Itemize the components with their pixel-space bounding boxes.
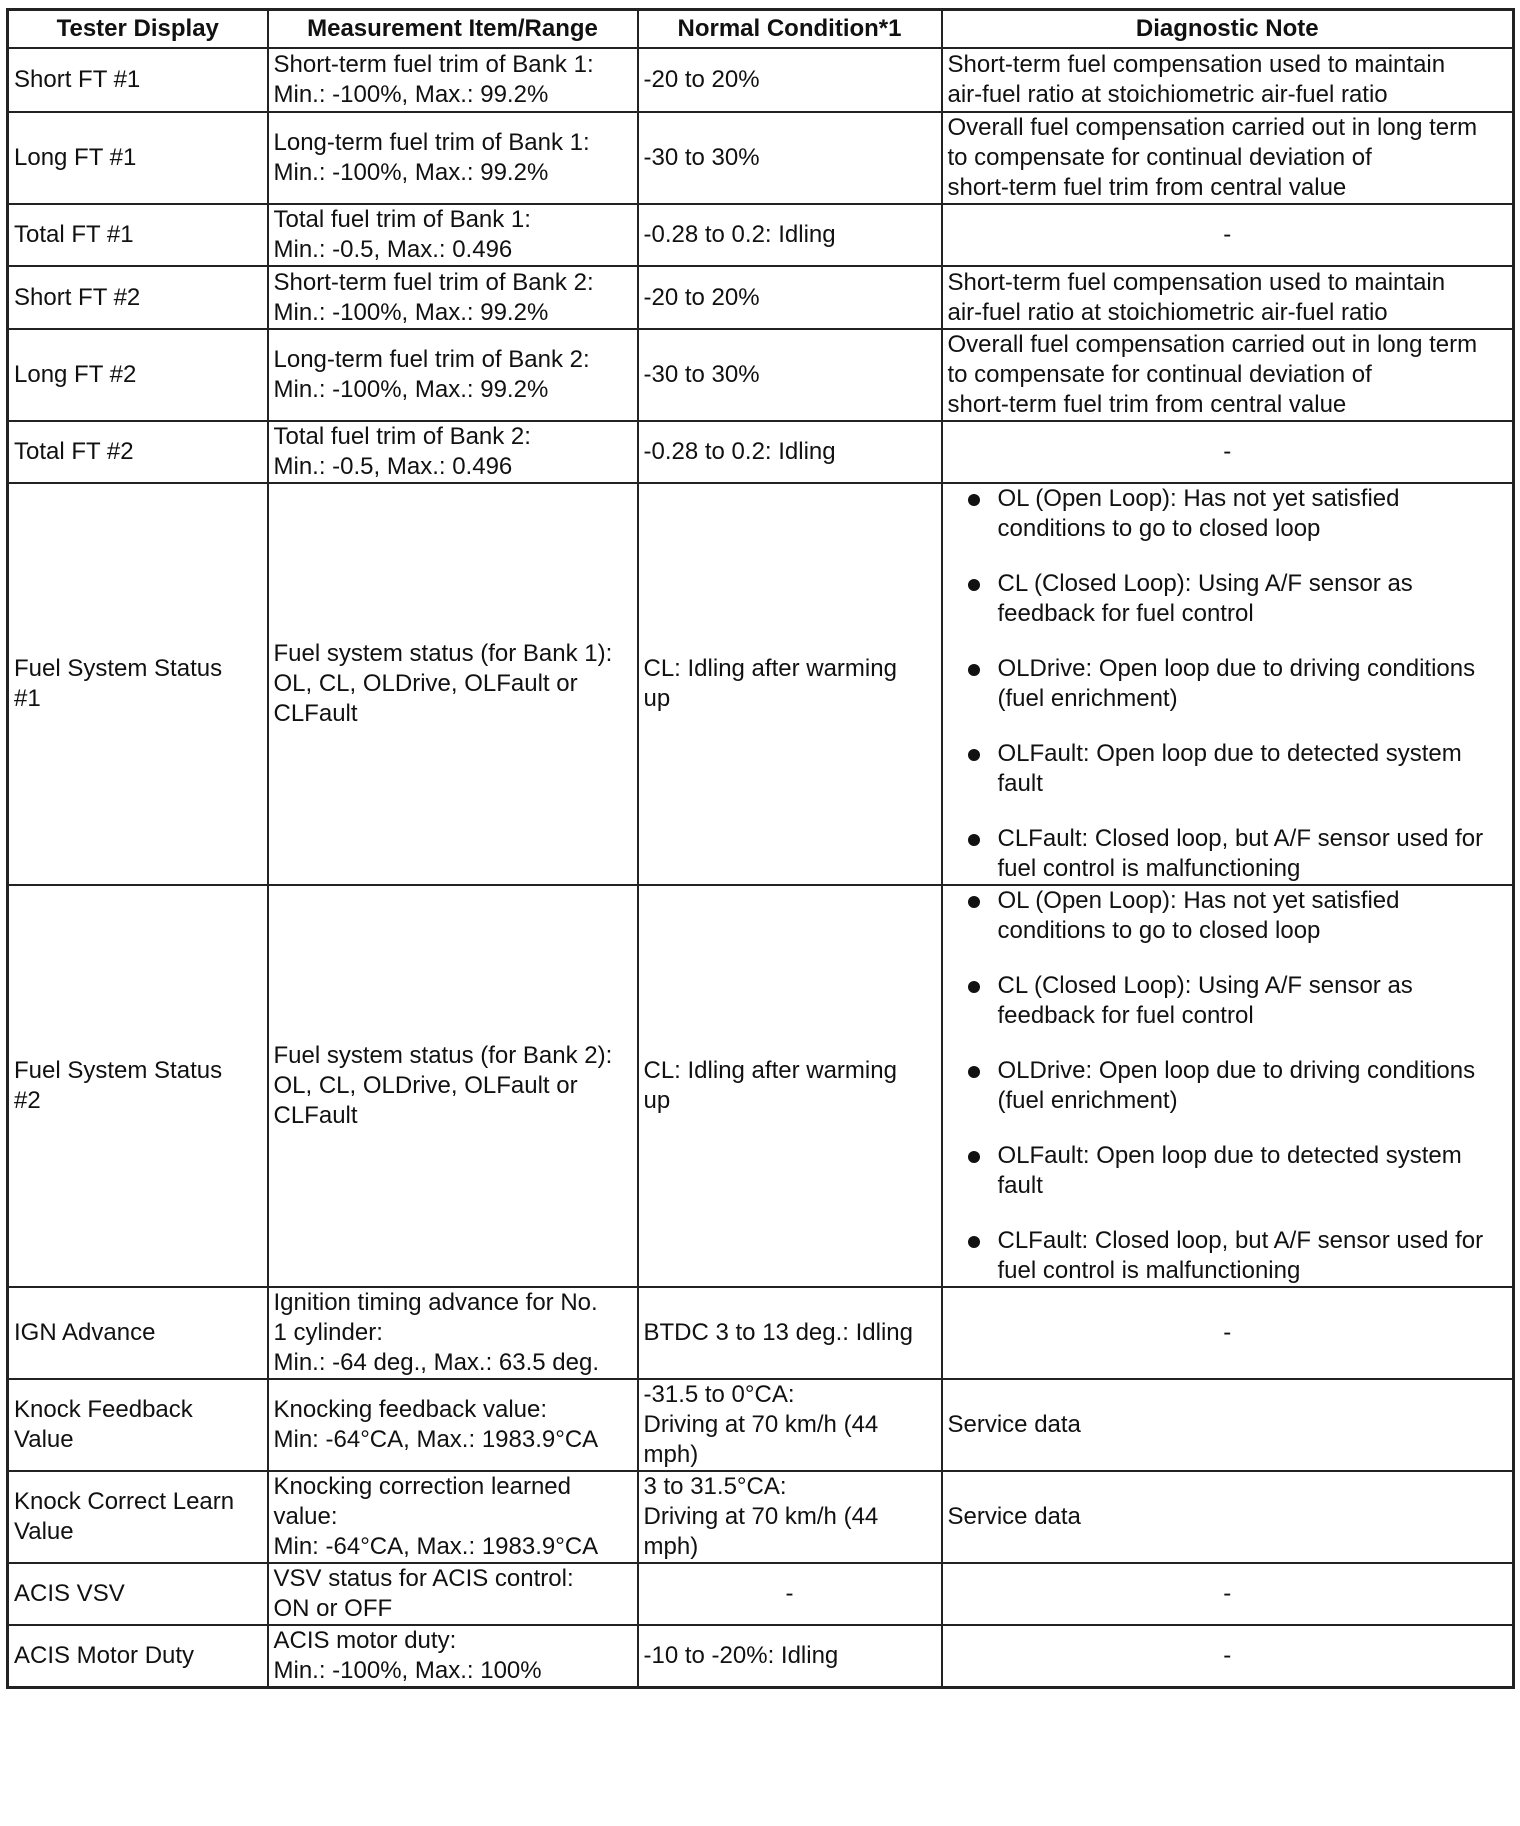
tester-display-cell: [8, 329, 268, 421]
table-row: [8, 48, 1514, 112]
measurement-range-cell: [268, 1471, 638, 1563]
table-row: [8, 1379, 1514, 1471]
table-row: [8, 885, 1514, 1287]
diagnostic-note-cell-text: -: [1223, 438, 1232, 465]
tester-display-cell: [8, 1379, 268, 1471]
normal-condition-cell: [638, 329, 942, 421]
normal-condition-cell: [638, 885, 942, 1287]
measurement-range-cell: [268, 1625, 638, 1688]
list-item: [948, 824, 1511, 884]
normal-condition-cell-text: BTDC 3 to 13 deg.: Idling: [643, 1319, 913, 1346]
normal-condition-cell: [638, 48, 942, 112]
normal-condition-cell-text: -: [785, 1580, 794, 1607]
diagnostic-note-cell: [942, 329, 1514, 421]
measurement-range-cell-text: Short-term fuel trim of Bank 2: Min.: -100%, Max.: 99.2%: [273, 268, 594, 326]
table-row: [8, 421, 1514, 483]
bullet-icon: [968, 1151, 980, 1163]
bullet-icon: [968, 834, 980, 846]
table-body: [8, 48, 1514, 1688]
normal-condition-cell-text: -31.5 to 0°CA: Driving at 70 km/h (44 mph): [643, 1381, 879, 1468]
diagnostic-note-cell-text: -: [1223, 1642, 1232, 1669]
table-row: [8, 1625, 1514, 1688]
table-row: [8, 483, 1514, 885]
tester-display-cell-text: Short FT #2: [14, 283, 141, 311]
tester-display-cell: [8, 112, 268, 204]
normal-condition-cell-text: -0.28 to 0.2: Idling: [643, 438, 836, 465]
list-item-text: OLDrive: Open loop due to driving conditions (fuel enrichment): [997, 1057, 1476, 1114]
tester-display-cell-text: Knock Correct Learn Value: [14, 1488, 235, 1545]
measurement-range-cell: [268, 1379, 638, 1471]
measurement-range-cell: [268, 112, 638, 204]
measurement-range-cell-text: Fuel system status (for Bank 1): OL, CL, OLDrive, OLFault or CLFault: [273, 640, 613, 727]
data-list-table: [6, 8, 1515, 1689]
tester-display-cell-text: Short FT #1: [14, 66, 141, 93]
diagnostic-note-cell-text: Short-term fuel compensation used to maintain air-fuel ratio at stoichiometric air-fuel ratio: [947, 268, 1446, 326]
header-tester-display: Tester Display: [8, 10, 268, 49]
measurement-range-cell: [268, 1563, 638, 1625]
list-item-text: CL (Closed Loop): Using A/F sensor as feedback for fuel control: [997, 570, 1413, 627]
tester-display-cell-text: ACIS Motor Duty: [14, 1642, 195, 1669]
normal-condition-cell-text: 3 to 31.5°CA: Driving at 70 km/h (44 mph): [643, 1473, 879, 1560]
list-item-text: OLFault: Open loop due to detected system fault: [997, 740, 1462, 797]
list-item: [948, 569, 1511, 629]
diagnostic-note-cell: [942, 204, 1514, 266]
diagnostic-note-cell-text: -: [1223, 1319, 1232, 1346]
measurement-range-cell-text: VSV status for ACIS control: ON or OFF: [273, 1565, 574, 1622]
measurement-range-cell-text: Total fuel trim of Bank 1: Min.: -0.5, Max.: 0.496: [273, 206, 531, 263]
normal-condition-cell-text: -20 to 20%: [643, 66, 760, 93]
diagnostic-note-cell: [942, 885, 1514, 1287]
header-normal-condition: Normal Condition*1: [638, 10, 942, 49]
list-item-text: OLFault: Open loop due to detected system fault: [997, 1142, 1462, 1199]
measurement-range-cell-text: Knocking feedback value: Min: -64°CA, Max.: 1983.9°CA: [273, 1396, 599, 1453]
normal-condition-cell-text: -0.28 to 0.2: Idling: [643, 221, 836, 248]
list-item: [948, 971, 1511, 1031]
tester-display-cell-text: Long FT #2: [14, 361, 137, 388]
list-item-text: OL (Open Loop): Has not yet satisfied conditions to go to closed loop: [997, 887, 1400, 944]
table-row: [8, 1287, 1514, 1379]
normal-condition-cell-text: -30 to 30%: [643, 144, 760, 171]
list-item-text: CLFault: Closed loop, but A/F sensor used for fuel control is malfunctioning: [997, 1227, 1484, 1284]
diagnostic-note-cell-text: Overall fuel compensation carried out in long term to compensate for continual deviation of short-term fuel trim from central value: [947, 331, 1478, 418]
measurement-range-cell: [268, 48, 638, 112]
list-item: [948, 1226, 1511, 1286]
diagnostic-note-list: [948, 886, 1511, 1286]
table-row: [8, 1563, 1514, 1625]
bullet-icon: [968, 749, 980, 761]
normal-condition-cell-text: -30 to 30%: [643, 361, 760, 388]
normal-condition-cell: [638, 421, 942, 483]
list-item: [948, 739, 1511, 799]
measurement-range-cell-text: Long-term fuel trim of Bank 1: Min.: -100%, Max.: 99.2%: [273, 129, 590, 186]
diagnostic-note-cell-text: -: [1223, 1580, 1232, 1607]
tester-display-cell-text: Fuel System Status #2: [14, 1057, 223, 1114]
bullet-icon: [968, 896, 980, 908]
bullet-icon: [968, 664, 980, 676]
tester-display-cell: [8, 1563, 268, 1625]
normal-condition-cell-text: CL: Idling after warming up: [643, 655, 897, 712]
bullet-icon: [968, 1236, 980, 1248]
header-diagnostic-note: Diagnostic Note: [942, 10, 1514, 49]
measurement-range-cell: [268, 421, 638, 483]
measurement-range-cell-text: Short-term fuel trim of Bank 1: Min.: -100%, Max.: 99.2%: [273, 51, 594, 108]
normal-condition-cell: [638, 1471, 942, 1563]
diagnostic-note-cell-text: Service data: [947, 1411, 1081, 1438]
list-item: [948, 654, 1511, 714]
table-row: [8, 112, 1514, 204]
table-row: [8, 329, 1514, 421]
list-item-text: OL (Open Loop): Has not yet satisfied conditions to go to closed loop: [997, 485, 1400, 542]
diagnostic-note-cell-text: -: [1223, 221, 1232, 248]
diagnostic-note-cell: [942, 1287, 1514, 1379]
tester-display-cell-text: Long FT #1: [14, 144, 137, 171]
normal-condition-cell: [638, 204, 942, 266]
diagnostic-note-cell: [942, 112, 1514, 204]
diagnostic-note-cell-text: Short-term fuel compensation used to maintain air-fuel ratio at stoichiometric air-fuel ratio: [947, 51, 1446, 108]
list-item-text: CL (Closed Loop): Using A/F sensor as feedback for fuel control: [997, 972, 1413, 1029]
tester-display-cell: [8, 885, 268, 1287]
measurement-range-cell: [268, 204, 638, 266]
bullet-icon: [968, 494, 980, 506]
header-measurement-range: Measurement Item/Range: [268, 10, 638, 49]
bullet-icon: [968, 1066, 980, 1078]
tester-display-cell: [8, 204, 268, 266]
measurement-range-cell-text: Long-term fuel trim of Bank 2: Min.: -100%, Max.: 99.2%: [273, 346, 590, 403]
measurement-range-cell: [268, 1287, 638, 1379]
measurement-range-cell-text: Knocking correction learned value: Min: -64°CA, Max.: 1983.9°CA: [273, 1473, 599, 1560]
tester-display-cell-text: Total FT #2: [14, 438, 134, 465]
table-row: [8, 1471, 1514, 1563]
tester-display-cell: [8, 421, 268, 483]
diagnostic-note-cell: [942, 421, 1514, 483]
diagnostic-note-cell: [942, 1471, 1514, 1563]
tester-display-cell-text: Fuel System Status #1: [14, 655, 223, 712]
tester-display-cell-text: Knock Feedback Value: [14, 1396, 193, 1453]
bullet-icon: [968, 579, 980, 591]
normal-condition-cell: [638, 1625, 942, 1688]
data-list-sheet: [6, 8, 1512, 1689]
normal-condition-cell: [638, 1287, 942, 1379]
tester-display-cell: [8, 1471, 268, 1563]
list-item: [948, 1141, 1511, 1201]
list-item-text: OLDrive: Open loop due to driving conditions (fuel enrichment): [997, 655, 1476, 712]
normal-condition-cell: [638, 1379, 942, 1471]
diagnostic-note-cell: [942, 483, 1514, 885]
diagnostic-note-cell: [942, 48, 1514, 112]
normal-condition-cell-text: CL: Idling after warming up: [643, 1057, 897, 1114]
diagnostic-note-cell-text: Service data: [947, 1503, 1081, 1530]
bullet-icon: [968, 981, 980, 993]
tester-display-cell: [8, 1625, 268, 1688]
tester-display-cell-text: ACIS VSV: [14, 1580, 125, 1607]
measurement-range-cell-text: Total fuel trim of Bank 2: Min.: -0.5, Max.: 0.496: [273, 423, 531, 480]
diagnostic-note-cell-text: Overall fuel compensation carried out in long term to compensate for continual deviation of short-term fuel trim from central value: [947, 114, 1478, 201]
tester-display-cell: [8, 1287, 268, 1379]
measurement-range-cell: [268, 483, 638, 885]
normal-condition-cell-text: -10 to -20%: Idling: [643, 1642, 839, 1669]
diagnostic-note-cell: [942, 1379, 1514, 1471]
tester-display-cell: [8, 266, 268, 329]
normal-condition-cell: [638, 483, 942, 885]
table-row: [8, 204, 1514, 266]
diagnostic-note-cell: [942, 1563, 1514, 1625]
list-item: [948, 484, 1511, 544]
tester-display-cell: [8, 483, 268, 885]
measurement-range-cell: [268, 266, 638, 329]
list-item: [948, 1056, 1511, 1116]
measurement-range-cell-text: Ignition timing advance for No. 1 cylinder: Min.: -64 deg., Max.: 63.5 deg.: [273, 1289, 600, 1376]
normal-condition-cell-text: -20 to 20%: [643, 283, 760, 311]
measurement-range-cell: [268, 329, 638, 421]
measurement-range-cell: [268, 885, 638, 1287]
list-item: [948, 886, 1511, 946]
table-row: [8, 266, 1514, 329]
tester-display-cell-text: IGN Advance: [14, 1319, 156, 1346]
header-row: [8, 10, 1514, 49]
tester-display-cell-text: Total FT #1: [14, 221, 134, 248]
measurement-range-cell-text: ACIS motor duty: Min.: -100%, Max.: 100%: [273, 1627, 542, 1684]
tester-display-cell: [8, 48, 268, 112]
normal-condition-cell: [638, 266, 942, 329]
normal-condition-cell: [638, 1563, 942, 1625]
measurement-range-cell-text: Fuel system status (for Bank 2): OL, CL, OLDrive, OLFault or CLFault: [273, 1042, 613, 1129]
diagnostic-note-cell: [942, 1625, 1514, 1688]
diagnostic-note-cell: [942, 266, 1514, 329]
normal-condition-cell: [638, 112, 942, 204]
diagnostic-note-list: [948, 484, 1511, 884]
list-item-text: CLFault: Closed loop, but A/F sensor used for fuel control is malfunctioning: [997, 825, 1484, 882]
